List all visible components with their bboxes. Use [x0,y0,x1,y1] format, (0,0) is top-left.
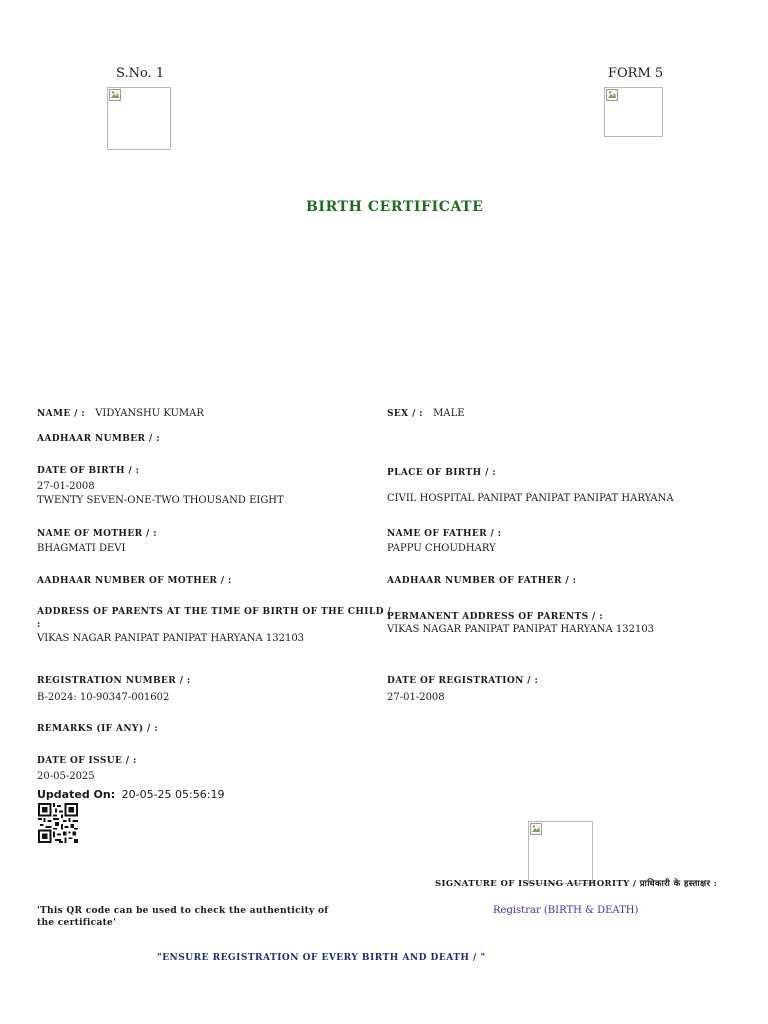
permanent-address-label: PERMANENT ADDRESS OF PARENTS / : [387,612,603,622]
registration-date-label: DATE OF REGISTRATION / : [387,676,539,686]
place-of-birth-value: CIVIL HOSPITAL PANIPAT PANIPAT PANIPAT HARYANA [387,493,674,504]
name-label: NAME / : [37,409,86,419]
issue-date-label: DATE OF ISSUE / : [37,756,137,766]
aadhaar-label: AADHAAR NUMBER / : [37,434,160,444]
qr-code-icon [38,803,78,843]
updated-on-value: 20-05-25 05:56:19 [121,788,225,801]
address-at-birth-value: VIKAS NAGAR PANIPAT PANIPAT HARYANA 132103 [37,633,305,644]
name-value: VIDYANSHU KUMAR [95,408,204,419]
updated-on-label: Updated On: [37,788,116,801]
registrar-title: Registrar (BIRTH & DEATH) [493,905,639,916]
sex-field [387,401,465,420]
mother-value: BHAGMATI DEVI [37,543,126,554]
dob-words: TWENTY SEVEN-ONE-TWO THOUSAND EIGHT [37,495,284,506]
aadhaar-father-label: AADHAAR NUMBER OF FATHER / : [387,576,577,586]
aadhaar-mother-label: AADHAAR NUMBER OF MOTHER / : [37,576,232,586]
updated-on [37,788,224,801]
signature-label: SIGNATURE OF ISSUING AUTHORITY / प्राधिकारी के हस्ताक्षर : [435,879,718,889]
form-number: FORM 5 [608,66,664,81]
address-at-birth-label: ADDRESS OF PARENTS AT THE TIME OF BIRTH OF THE CHILD / [37,607,392,617]
dob-label: DATE OF BIRTH / : [37,466,140,476]
signature-image [528,821,593,884]
footer-message: "ENSURE REGISTRATION OF EVERY BIRTH AND DEATH / " [157,953,486,963]
qr-note: 'This QR code can be used to check the authenticity of the certificate' [37,906,329,928]
broken-image-icon [109,89,121,101]
emblem-image [107,87,171,150]
issue-date-value: 20-05-2025 [37,771,95,782]
place-of-birth-label: PLACE OF BIRTH / : [387,468,497,478]
logo-image [604,87,663,137]
broken-image-icon [606,89,618,101]
name-field [37,401,204,420]
permanent-address-value: VIKAS NAGAR PANIPAT PANIPAT HARYANA 132103 [387,624,655,635]
registration-number-label: REGISTRATION NUMBER / : [37,676,191,686]
broken-image-icon [530,823,542,835]
sex-label: SEX / : [387,409,424,419]
father-label: NAME OF FATHER / : [387,529,502,539]
sex-value: MALE [433,408,465,419]
certificate-title: BIRTH CERTIFICATE [306,199,484,215]
registration-date-value: 27-01-2008 [387,692,445,703]
mother-label: NAME OF MOTHER / : [37,529,157,539]
registration-number-value: B-2024: 10-90347-001602 [37,692,170,703]
remarks-label: REMARKS (IF ANY) / : [37,724,158,734]
address-at-birth-label-cont: : [37,620,41,630]
father-value: PAPPU CHOUDHARY [387,543,496,554]
serial-number: S.No. 1 [116,66,165,81]
dob-value: 27-01-2008 [37,481,95,492]
